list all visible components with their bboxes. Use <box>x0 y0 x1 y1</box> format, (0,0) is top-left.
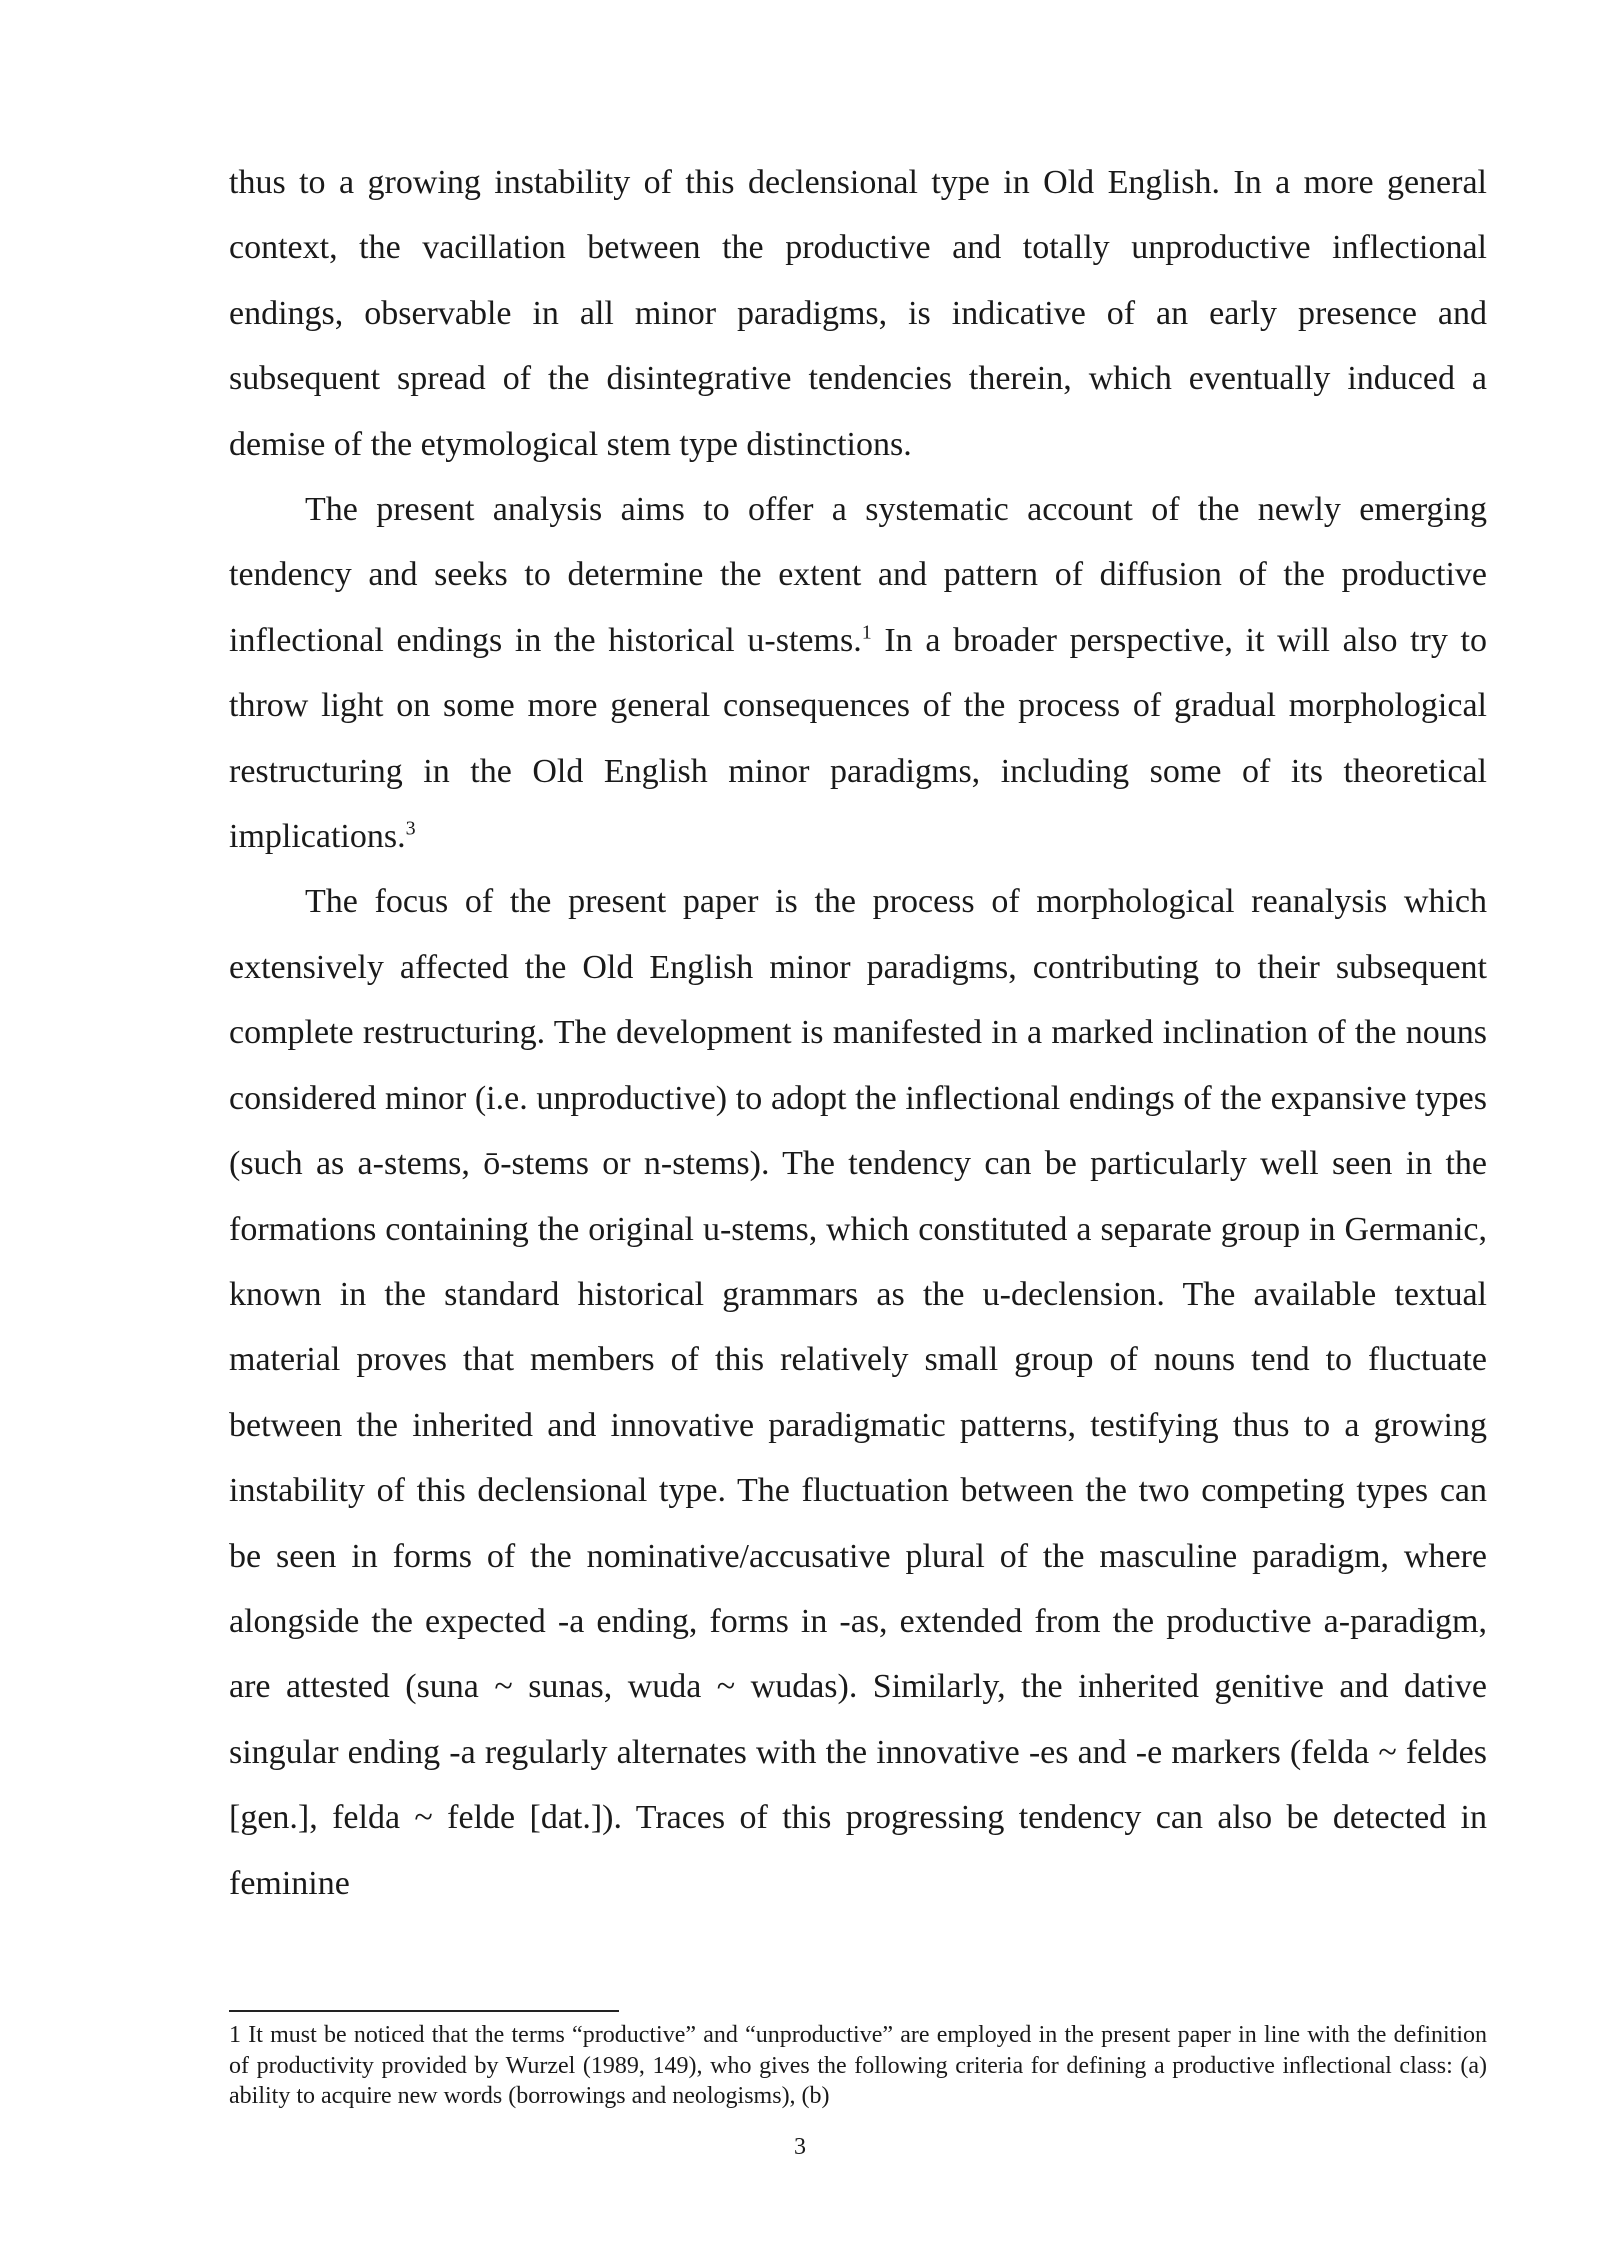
footnote-1: 1 It must be noticed that the terms “productive” and “unproductive” are employed in the present paper in line with the definition of productivity provided by Wurzel (1989, 149), who gives the following criteria for defining a productive inflectional class: (a) ability to acquire new words (borrowings and neologisms), (b) <box>229 2022 1487 2109</box>
body-text <box>229 150 1487 1916</box>
paragraph-2-text: The present analysis aims to offer a systematic account of the newly emerging tendency and seeks to determine the extent and pattern of diffusion of the productive inflectional endings in the historical u-stems. <box>229 491 1487 659</box>
paragraph-3: The focus of the present paper is the process of morphological reanalysis which extensively affected the Old English minor paradigms, contributing to their subsequent complete restructuring. The development is manifested in a marked inclination of the nouns considered minor (i.e. unproductive) to adopt the inflectional endings of the expansive types (such as a-stems, ō-stems or n-stems). The tendency can be particularly well seen in the formations containing the original u-stems, which constituted a separate group in Germanic, known in the standard historical grammars as the u-declension. The available textual material proves that members of this relatively small group of nouns tend to fluctuate between the inherited and innovative paradigmatic patterns, testifying thus to a growing instability of this declensional type. The fluctuation between the two competing types can be seen in forms of the nominative/accusative plural of the masculine paradigm, where alongside the expected -a ending, forms in -as, extended from the productive a-paradigm, are attested (suna ~ sunas, wuda ~ wudas). Similarly, the inherited genitive and dative singular ending -a regularly alternates with the innovative -es and -e markers (felda ~ feldes [gen.], felda ~ felde [dat.]). Traces of this progressing tendency can also be detected in feminine <box>229 883 1487 1902</box>
paragraph-1: thus to a growing instability of this declensional type in Old English. In a more general context, the vacillation between the productive and totally unproductive inflectional endings, observable in all minor paradigms, is indicative of an early presence and subsequent spread of the disintegrative tendencies therein, which eventually induced a demise of the etymological stem type distinctions. <box>229 164 1487 463</box>
page-number: 3 <box>794 2134 806 2160</box>
footnote-separator <box>229 2010 619 2012</box>
paragraph-2-text-cont: In a broader perspective, it will also try to throw light on some more general consequences of the process of gradual morphological restructuring in the Old English minor paradigms, including some of its theoretical implications. <box>229 621 1487 856</box>
footnote-ref-1: 1 <box>861 621 872 644</box>
footnote-ref-3: 3 <box>405 817 416 840</box>
paragraph-2 <box>229 477 1487 869</box>
